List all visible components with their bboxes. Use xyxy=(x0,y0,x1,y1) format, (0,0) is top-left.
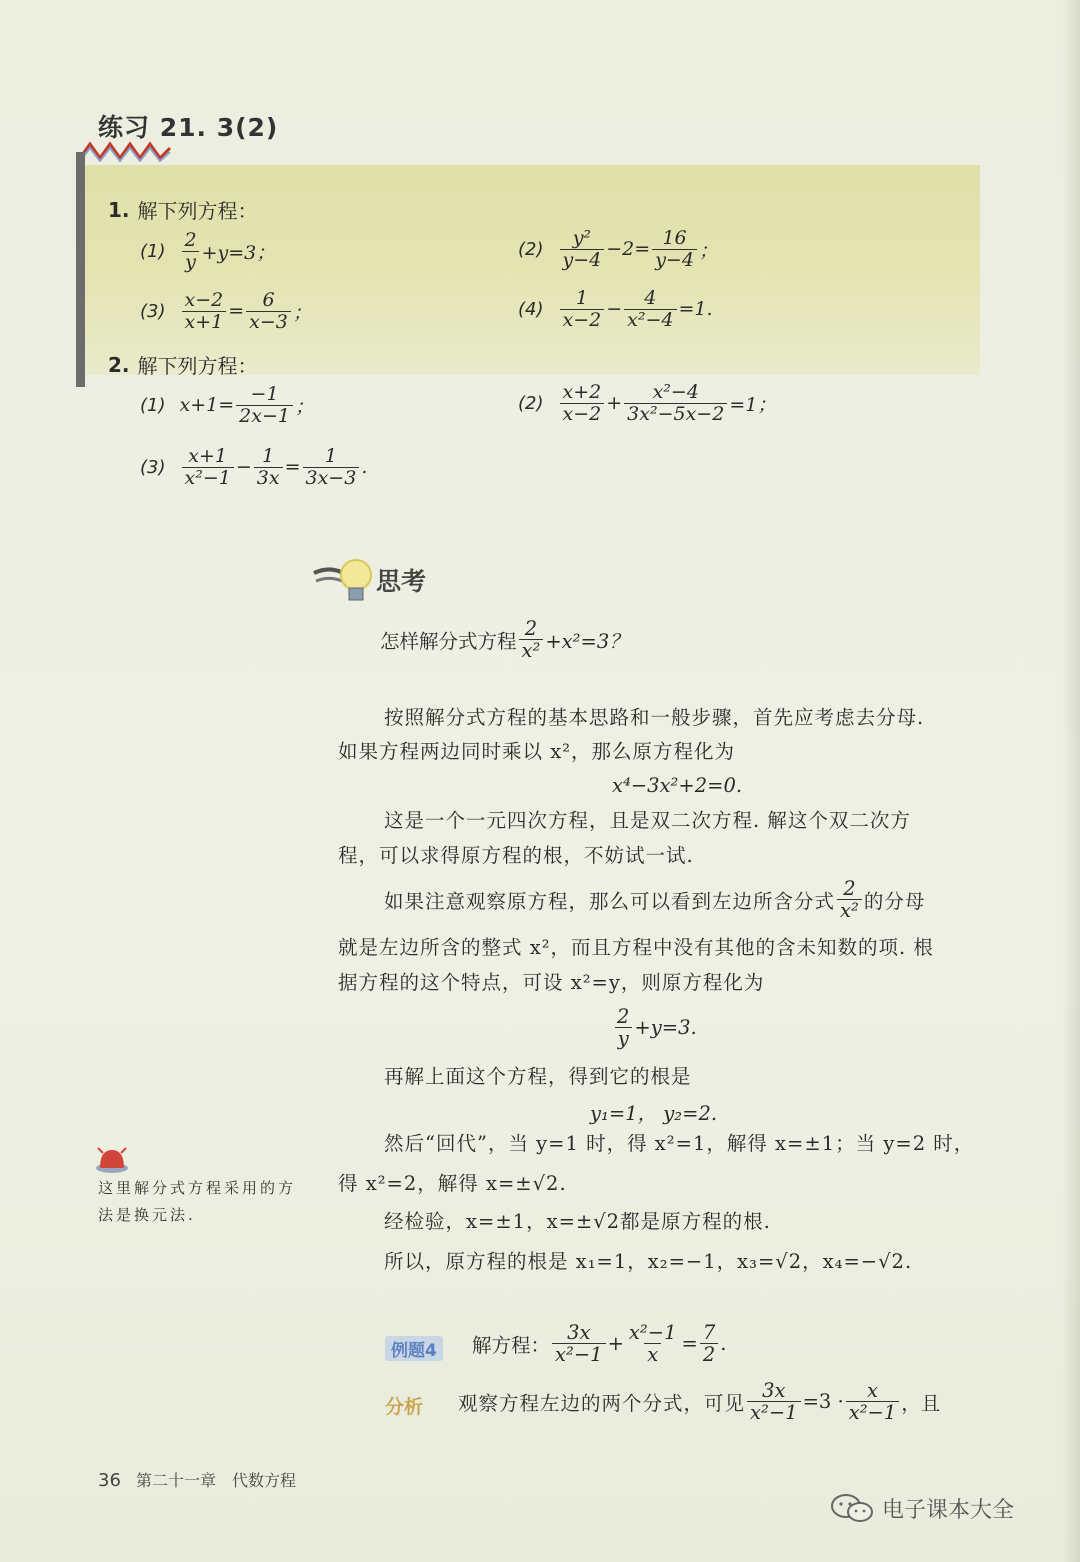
fraction xyxy=(560,382,605,425)
denominator: 2x−1 xyxy=(236,405,293,427)
exercise-title: 练习 21. 3(2) xyxy=(98,113,279,142)
equation-end: ； xyxy=(698,239,718,262)
numerator: 4 xyxy=(644,287,657,309)
numerator: x xyxy=(867,1379,879,1402)
fraction xyxy=(254,446,283,489)
body-paragraph: 然后“回代”，当 y=1 时，得 x²=1，解得 x=±1；当 y=2 时， xyxy=(384,1132,975,1155)
numerator: 2 xyxy=(184,229,197,251)
numerator: 2 xyxy=(524,617,538,640)
item-label: (1) xyxy=(140,394,166,416)
denominator: x−3 xyxy=(246,311,291,333)
denominator: x+1 xyxy=(182,311,227,333)
q2-item-3 xyxy=(140,446,367,489)
numerator: x²−4 xyxy=(652,381,699,403)
denominator: x²−1 xyxy=(552,1343,606,1365)
numerator: x²−1 xyxy=(628,1321,677,1344)
lightbulb-icon xyxy=(312,555,372,605)
equation-end: ； xyxy=(294,395,314,418)
equation-op: + xyxy=(606,392,623,415)
alarm-bell-icon xyxy=(94,1144,130,1174)
fraction xyxy=(652,228,697,271)
q1-item-1 xyxy=(140,230,275,273)
numerator: 1 xyxy=(262,445,275,467)
paragraph-text: 的分母 xyxy=(863,889,926,913)
question-number: 1. xyxy=(108,197,130,222)
zigzag-ornament-icon xyxy=(78,138,178,162)
equation-rest: +y=3； xyxy=(201,241,276,264)
denominator: 2 xyxy=(700,1343,718,1365)
paragraph-text: 如果注意观察原方程，那么可以看到左边所含分式 xyxy=(384,889,836,913)
body-paragraph: 得 x²=2，解得 x=±√2. xyxy=(338,1172,567,1195)
equation-op: = xyxy=(681,1332,698,1356)
equation-op: = xyxy=(284,456,301,479)
item-label: (2) xyxy=(518,392,544,414)
fraction xyxy=(182,290,227,333)
fraction xyxy=(519,618,544,662)
example-tag: 例题4 xyxy=(385,1336,443,1361)
item-label: (2) xyxy=(518,238,544,260)
analysis-text xyxy=(458,1380,940,1424)
question-number: 2. xyxy=(108,352,130,377)
think-heading xyxy=(312,555,426,605)
fraction xyxy=(626,1322,680,1366)
chapter-name: 第二十一章 代数方程 xyxy=(136,1471,297,1490)
fraction xyxy=(624,288,676,331)
analysis-sentence: 观察方程左边的两个分式，可见 xyxy=(458,1391,746,1415)
q2-item-2 xyxy=(518,382,776,425)
equation: x⁴−3x²+2=0. xyxy=(612,774,743,797)
body-paragraph: 所以，原方程的根是 x₁=1，x₂=−1，x₃=√2，x₄=−√2. xyxy=(384,1250,913,1273)
equation-op: −2= xyxy=(606,238,651,261)
denominator: x² xyxy=(837,899,862,921)
example-text: 解方程： xyxy=(472,1333,551,1357)
denominator: y xyxy=(615,1027,632,1049)
fraction xyxy=(846,1380,900,1424)
numerator: y² xyxy=(572,227,592,249)
fraction xyxy=(560,228,605,271)
denominator: x−2 xyxy=(560,403,605,425)
page-footer xyxy=(98,1468,296,1491)
body-paragraph: 据方程的这个特点，可设 x²=y，则原方程化为 xyxy=(338,971,765,994)
q2-item-1 xyxy=(140,384,314,427)
denominator: y xyxy=(182,251,199,273)
side-note: 这里解分式方程采用的方法是换元法. xyxy=(98,1179,297,1224)
wechat-icon xyxy=(830,1492,874,1524)
page-number: 36 xyxy=(98,1470,121,1491)
question-text-post: +x²=3？ xyxy=(545,629,629,653)
numerator: 6 xyxy=(262,289,275,311)
denominator: x²−1 xyxy=(846,1401,900,1423)
numerator: x+2 xyxy=(562,381,602,403)
equation-pre: x+1= xyxy=(179,394,235,417)
denominator: 3x xyxy=(254,467,283,489)
fraction xyxy=(246,290,291,333)
fraction xyxy=(700,1322,718,1366)
denominator: 3x−3 xyxy=(303,467,360,489)
body-paragraph: 程，可以求得原方程的根，不妨试一试. xyxy=(338,844,694,867)
body-paragraph: 经检验，x=±1，x=±√2都是原方程的根. xyxy=(384,1210,771,1233)
equation-end: ； xyxy=(292,301,312,324)
body-paragraph: 就是左边所含的整式 x²，而且方程中没有其他的含未知数的项. 根 xyxy=(338,936,934,959)
equation-end: =1. xyxy=(678,298,713,321)
body-paragraph: 这是一个一元四次方程，且是双二次方程. 解这个双二次方 xyxy=(384,809,911,832)
numerator: x+1 xyxy=(188,445,228,467)
item-label: (1) xyxy=(140,240,166,262)
item-label: (3) xyxy=(140,300,166,322)
denominator: x−2 xyxy=(560,309,605,331)
equation-op: − xyxy=(606,298,623,321)
denominator: y−4 xyxy=(560,249,605,271)
analysis-sentence-end: ，且 xyxy=(901,1391,941,1415)
body-paragraph: 如果方程两边同时乘以 x²，那么原方程化为 xyxy=(338,740,736,763)
numerator: 1 xyxy=(575,287,588,309)
fraction xyxy=(837,878,862,922)
body-paragraph: 按照解分式方程的基本思路和一般步骤，首先应考虑去分母. xyxy=(384,706,925,729)
example-4-equation xyxy=(472,1322,726,1366)
fraction xyxy=(624,382,727,425)
item-label: (4) xyxy=(518,298,544,320)
equation-rest: +y=3. xyxy=(634,1016,697,1040)
fraction xyxy=(182,230,200,273)
exercise-question-2 xyxy=(108,350,258,379)
equation-op: =3 · xyxy=(802,1390,844,1414)
numerator: 16 xyxy=(662,227,687,249)
question-text: 解下列方程： xyxy=(137,199,258,223)
watermark xyxy=(830,1492,1014,1524)
page-edge-shadow xyxy=(1062,0,1080,1562)
body-paragraph xyxy=(384,878,925,922)
denominator: y−4 xyxy=(652,249,697,271)
denominator: x²−1 xyxy=(747,1401,801,1423)
q1-item-3 xyxy=(140,290,312,333)
exercise-question-1 xyxy=(108,195,258,224)
body-paragraph: 再解上面这个方程，得到它的根是 xyxy=(384,1065,692,1088)
question-text: 怎样解分式方程 xyxy=(380,629,517,653)
think-question xyxy=(380,618,629,662)
equation: y₁=1， y₂=2. xyxy=(590,1102,718,1125)
numerator: 1 xyxy=(324,445,337,467)
fraction xyxy=(560,288,605,331)
denominator: 3x²−5x−2 xyxy=(624,403,727,425)
fraction xyxy=(236,384,293,427)
q1-item-2 xyxy=(518,228,718,271)
denominator: x²−1 xyxy=(182,467,234,489)
fraction xyxy=(303,446,360,489)
numerator: 3x xyxy=(567,1321,591,1344)
numerator: 7 xyxy=(702,1321,716,1344)
equation-end: =1； xyxy=(729,393,777,416)
numerator: 3x xyxy=(762,1379,786,1402)
equation-end: . xyxy=(361,456,368,479)
numerator: 2 xyxy=(843,877,856,900)
equation-op: + xyxy=(607,1332,624,1356)
exercise-side-bar xyxy=(76,152,85,387)
numerator: −1 xyxy=(250,383,279,405)
q1-item-4 xyxy=(518,288,713,331)
denominator: x xyxy=(644,1343,661,1365)
denominator: x² xyxy=(519,639,544,661)
denominator: x²−4 xyxy=(624,309,676,331)
fraction xyxy=(552,1322,606,1366)
equation xyxy=(612,1006,697,1050)
watermark-text: 电子课本大全 xyxy=(882,1497,1015,1523)
item-label: (3) xyxy=(140,456,166,478)
equation-op: = xyxy=(228,300,245,323)
analysis-tag: 分析 xyxy=(385,1396,424,1418)
numerator: 2 xyxy=(617,1005,630,1028)
question-text: 解下列方程： xyxy=(137,354,258,378)
fraction xyxy=(747,1380,801,1424)
equation-op: − xyxy=(235,456,252,479)
numerator: x−2 xyxy=(184,289,224,311)
think-label: 思考 xyxy=(376,567,427,596)
fraction xyxy=(614,1006,632,1050)
fraction xyxy=(182,446,234,489)
equation-end: . xyxy=(720,1332,727,1356)
